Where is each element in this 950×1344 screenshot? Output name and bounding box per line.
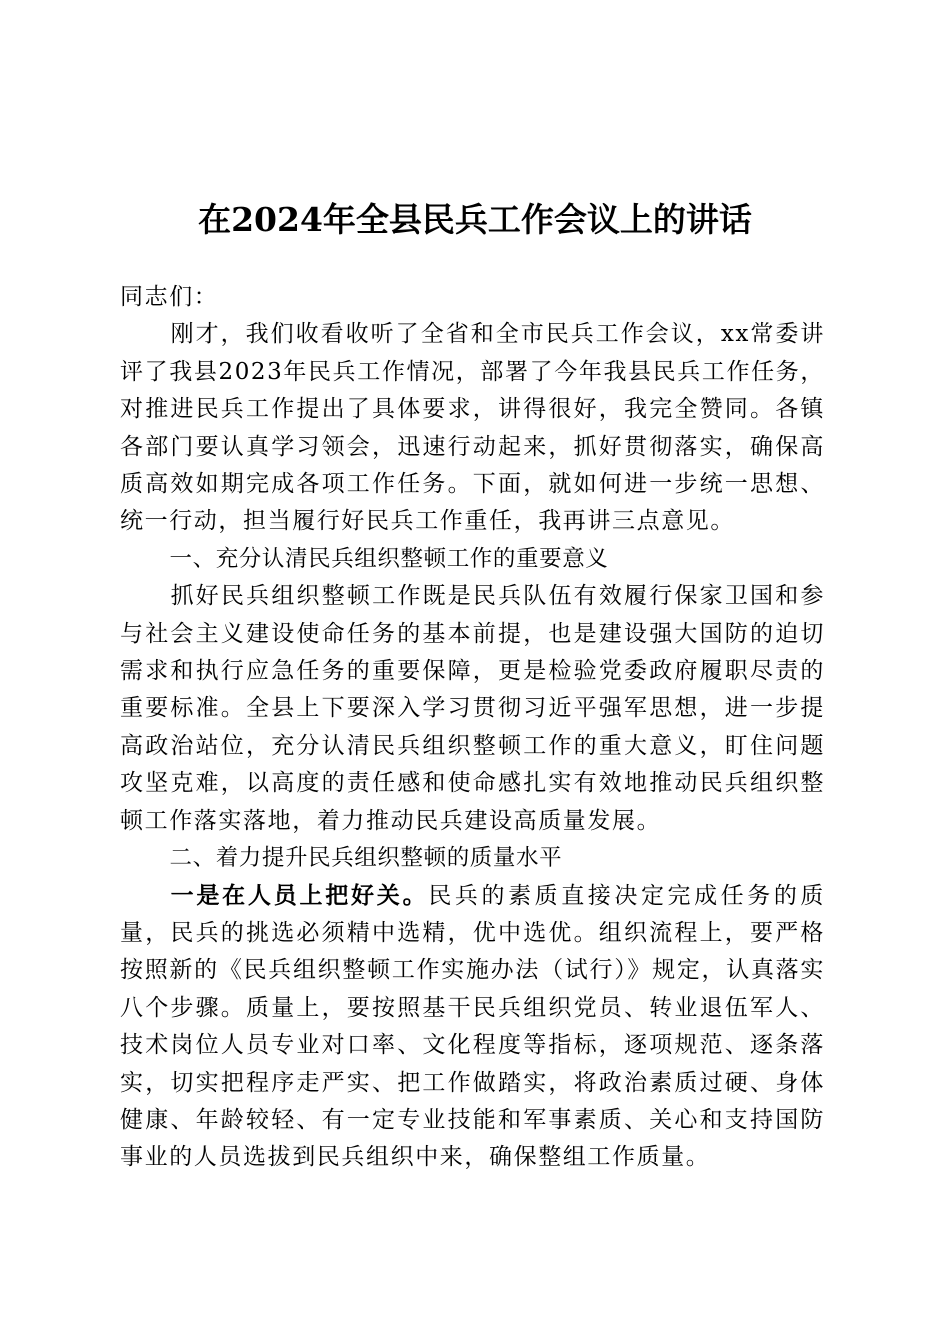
section-1-paragraph: 抓好民兵组织整顿工作既是民兵队伍有效履行保家卫国和参与社会主义建设使命任务的基本前提，也是建设强大国防的迫切需求和执行应急任务的重要保障，更是检验党委政府履职尽责的重要标准。全县上下要深入学习贯彻习近平强军思想，进一步提高政治站位，充分认清民兵组织整顿工作的重大意义，盯住问题攻坚克难，以高度的责任感和使命感扎实有效地推动民兵组织整顿工作落实落地，着力推动民兵建设高质量发展。 [120, 583, 825, 834]
section-2-heading: 二、着力提升民兵组织整顿的质量水平 [169, 845, 563, 872]
section-1-heading: 一、充分认清民兵组织整顿工作的重要意义 [169, 545, 609, 572]
document-body [120, 279, 825, 1177]
section-2-paragraph [120, 878, 825, 1177]
section-2-body: 民兵的素质直接决定完成任务的质量，民兵的挑选必须精中选精，优中选优。组织流程上，要严格按照新的《民兵组织整顿工作实施办法（试行）》规定，认真落实八个步骤。质量上，要按照基干民兵组织党员、转业退伍军人、技术岗位人员专业对口率、文化程度等指标，逐项规范、逐条落实，切实把程序走严实、把工作做踏实，将政治素质过硬、身体健康、年龄较轻、有一定专业技能和军事素质、关心和支持国防事业的人员选拔到民兵组织中来，确保整组工作质量。 [120, 882, 826, 1171]
intro-paragraph: 刚才，我们收看收听了全省和全市民兵工作会议，xx常委讲评了我县2023年民兵工作情况，部署了今年我县民兵工作任务，对推进民兵工作提出了具体要求，讲得很好，我完全赞同。各镇各部门要认真学习领会，迅速行动起来，抓好贯彻落实，确保高质高效如期完成各项工作任务。下面，就如何进一步统一思想、统一行动，担当履行好民兵工作重任，我再讲三点意见。 [120, 321, 825, 535]
section-2-lead: 一是在人员上把好关。 [170, 882, 429, 909]
salutation: 同志们： [120, 284, 219, 310]
document-title: 在2024年全县民兵工作会议上的讲话 [198, 200, 752, 239]
